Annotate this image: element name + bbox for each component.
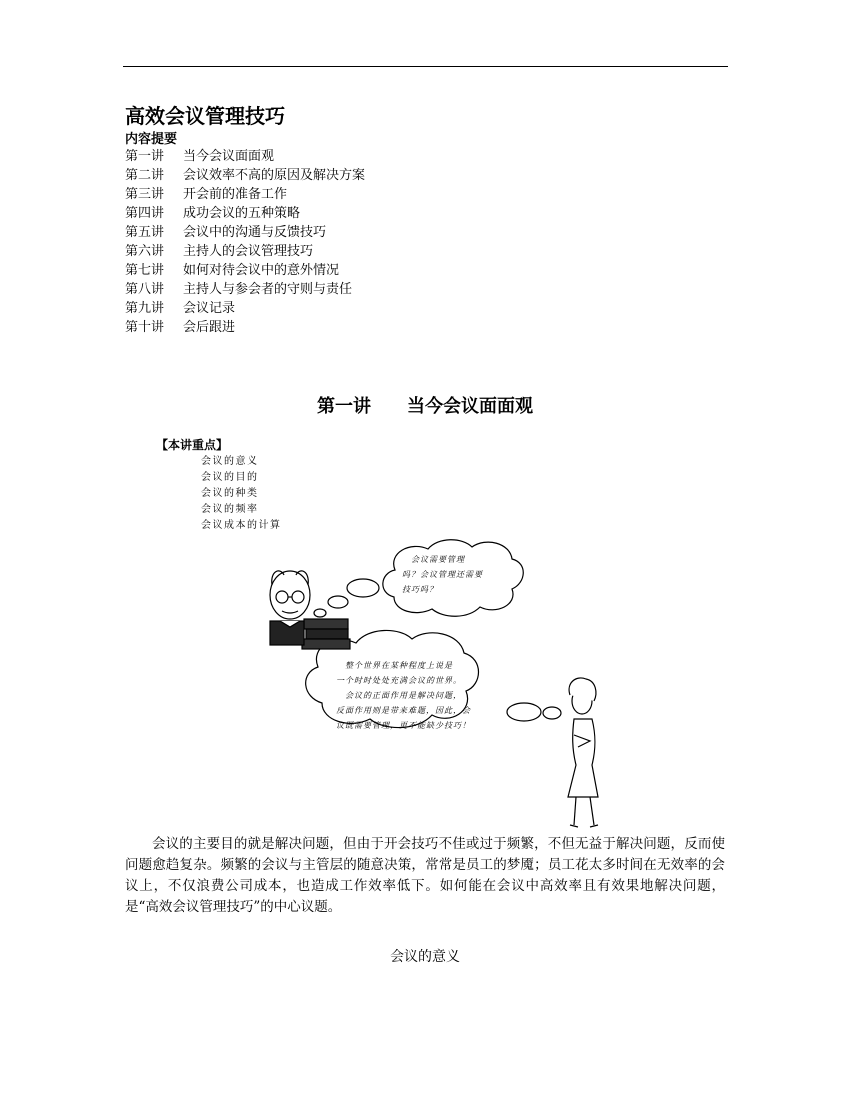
toc-item: 第四讲 成功会议的五种策略	[125, 206, 301, 221]
thought-trail-dot	[328, 596, 348, 608]
key-point-item: 会议成本的计算	[201, 520, 282, 531]
lecture-title: 第一讲 当今会议面面观	[317, 396, 533, 417]
key-point-item: 会议的意义	[201, 456, 259, 467]
header-rule	[123, 66, 728, 67]
thought-bubble-1-text: 会议需要管理 吗？会议管理还需要 技巧吗？	[402, 555, 483, 594]
toc-item: 第十讲 会后跟进	[125, 320, 236, 335]
woman-figure	[568, 678, 598, 827]
toc-item: 第九讲 会议记录	[125, 301, 236, 316]
man-with-books	[270, 571, 350, 649]
summary-heading: 内容提要	[125, 132, 178, 147]
thought-bubble-2-text: 整个世界在某种程度上说是 一个时时处处充满会议的世界。 会议的正面作用是解决问题， 反面作用则是带来难题，因此，会 议既需要管理，更不能缺少技巧！	[336, 661, 471, 730]
toc-item: 第三讲 开会前的准备工作	[125, 187, 288, 202]
key-points-heading: 【本讲重点】	[156, 438, 229, 452]
thought-trail-dot	[347, 579, 379, 597]
toc-item: 第五讲 会议中的沟通与反馈技巧	[125, 225, 327, 240]
key-point-item: 会议的目的	[201, 472, 259, 483]
toc-item: 第七讲 如何对待会议中的意外情况	[125, 263, 340, 278]
document-title: 高效会议管理技巧	[125, 104, 285, 128]
toc-item: 第二讲 会议效率不高的原因及解决方案	[125, 168, 366, 183]
toc-item: 第八讲 主持人与参会者的守则与责任	[125, 282, 353, 297]
toc-item: 第六讲 主持人的会议管理技巧	[125, 244, 314, 259]
key-points-list	[201, 454, 282, 534]
toc-item: 第一讲 当今会议面面观	[125, 149, 275, 164]
intro-paragraph: 会议的主要目的就是解决问题，但由于开会技巧不佳或过于频繁，不但无益于解决问题，反而使问题愈趋复杂。频繁的会议与主管层的随意决策，常常是员工的梦魇；员工花太多时间在无效率的会议上，不仅浪费公司成本，也造成工作效率低下。如何能在会议中高效率且有效果地解决问题，是“高效会议管理技巧”的中心议题。	[125, 836, 725, 915]
thought-trail-dot	[543, 707, 561, 719]
section-heading: 会议的意义	[390, 949, 460, 965]
key-point-item: 会议的频率	[201, 504, 259, 515]
table-of-contents	[125, 147, 365, 337]
key-point-item: 会议的种类	[201, 488, 259, 499]
thought-trail-dot	[314, 609, 326, 617]
thought-trail-dot	[507, 703, 541, 721]
